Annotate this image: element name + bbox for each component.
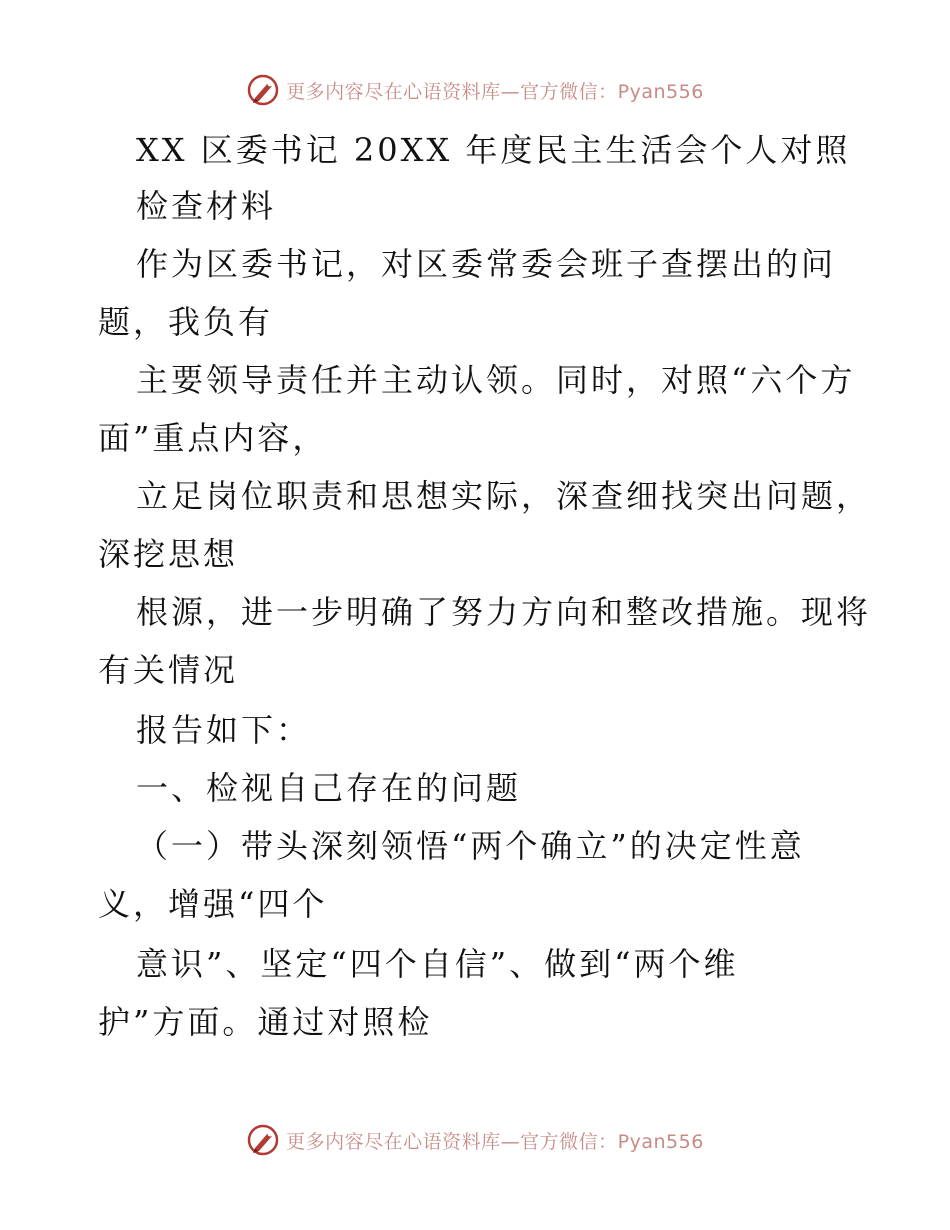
paragraph-line: 意识”、坚定“四个自信”、做到“两个维	[136, 945, 739, 983]
header-watermark	[0, 70, 950, 110]
doc-title-line-1: XX 区委书记 20XX 年度民主生活会个人对照	[136, 131, 851, 169]
paragraph-line: 深挖思想	[98, 535, 239, 573]
paragraph-line: 面”重点内容，	[98, 419, 328, 457]
pen-logo-icon	[246, 73, 280, 107]
paragraph-line: 有关情况	[98, 651, 239, 689]
paragraph-line: 作为区委书记，对区委常委会班子查摆出的问	[136, 245, 837, 283]
paragraph-line: 根源，进一步明确了努力方向和整改措施。现将	[136, 593, 872, 631]
subsection-heading-line: （一）带头深刻领悟“两个确立”的决定性意	[136, 827, 805, 865]
paragraph-line: 主要领导责任并主动认领。同时，对照“六个方	[136, 361, 856, 399]
doc-title-line-2: 检查材料	[136, 187, 277, 225]
paragraph-line: 义，增强“四个	[98, 885, 328, 923]
paragraph-line: 题，我负有	[98, 303, 274, 341]
paragraph-line: 护”方面。通过对照检	[98, 1003, 433, 1041]
watermark-text: 更多内容尽在心语资料库—官方微信：Pyan556	[286, 1130, 704, 1153]
footer-watermark	[0, 1120, 950, 1160]
paragraph-line: 报告如下：	[136, 711, 312, 749]
section-heading: 一、检视自己存在的问题	[136, 769, 522, 807]
watermark-text: 更多内容尽在心语资料库—官方微信：Pyan556	[286, 80, 704, 103]
pen-logo-icon	[246, 1123, 280, 1157]
paragraph-line: 立足岗位职责和思想实际，深查细找突出问题，	[136, 477, 872, 515]
